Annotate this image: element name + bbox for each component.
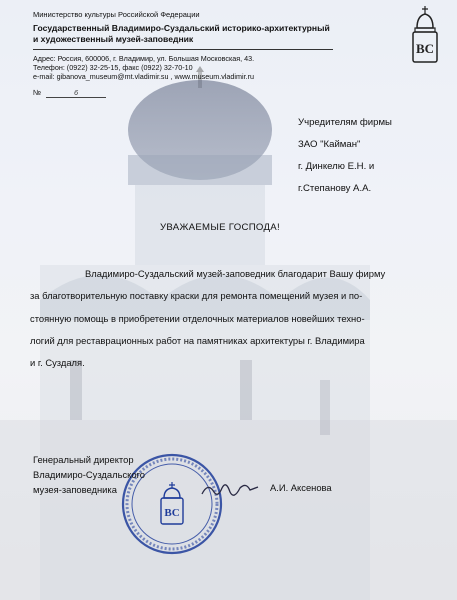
- header-rule: [33, 49, 333, 50]
- body-line: [30, 263, 430, 285]
- letter-number-label: №: [33, 88, 42, 97]
- recipient-line: г. Динкелю Е.Н. и: [298, 161, 375, 172]
- seal-letters: ВС: [164, 507, 180, 519]
- body-line: за благотворительную поставку краски для ремонта помещений музея и по-: [30, 290, 363, 302]
- museum-emblem-icon: [408, 4, 442, 66]
- salutation: УВАЖАЕМЫЕ ГОСПОДА!: [160, 222, 280, 233]
- emblem-letters: ВС: [415, 41, 435, 56]
- org-name-line2: и художественный музей-заповедник: [33, 34, 194, 44]
- header-phone: Телефон: (0922) 32-25-15, факс (0922) 32-70-10: [33, 63, 193, 73]
- header-address: Адрес: Россия, 600006, г. Владимир, ул. Большая Московская, 43.: [33, 54, 255, 63]
- recipient-line: ЗАО "Кайман": [298, 139, 361, 150]
- letter-body: [30, 263, 430, 374]
- recipient-line: Учредителям фирмы: [298, 117, 392, 128]
- letterhead: [33, 10, 363, 82]
- ministry-name: Министерство культуры Российской Федерации: [33, 10, 200, 19]
- signatory-title-line: Генеральный директор: [33, 454, 134, 465]
- recipient-block: [298, 112, 392, 200]
- header-email: e-mail: gibanova_museum@mt.vladimir.su , www.museum.vladimir.ru: [33, 72, 254, 82]
- handwritten-signature: [200, 478, 260, 502]
- letter-number: [33, 88, 106, 98]
- signatory-title-line: музея-заповедника: [33, 484, 117, 495]
- recipient-line: г.Степанову А.А.: [298, 183, 372, 194]
- body-line-text: Владимиро-Суздальский музей-заповедник благодарит Вашу фирму: [85, 268, 386, 279]
- body-line: стоянную помощь в приобретении отделочных материалов новейших техно-: [30, 312, 365, 324]
- signatory-title: [33, 452, 145, 497]
- signatory-name: А.И. Аксенова: [270, 482, 332, 493]
- body-line: логий для реставрационных работ на памятниках архитектуры г. Владимира: [30, 334, 365, 346]
- letter-number-value: 6: [46, 88, 106, 98]
- signatory-title-line: Владимиро-Суздальского: [33, 469, 146, 480]
- body-line: и г. Суздаля.: [30, 357, 85, 369]
- org-name-line1: Государственный Владимиро-Суздальский историко-архитектурный: [33, 23, 330, 33]
